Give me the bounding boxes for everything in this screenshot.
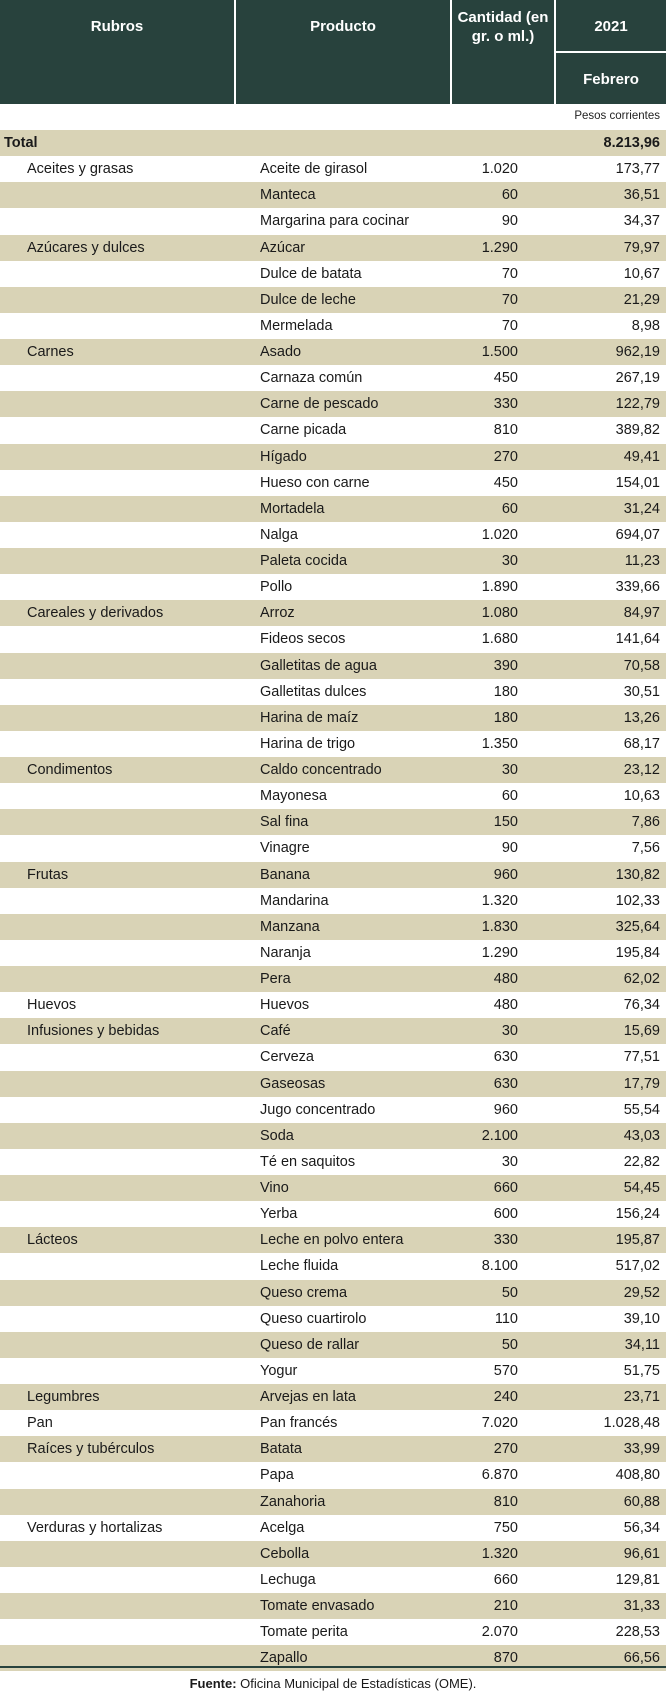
valor-cell: 49,41: [623, 448, 660, 465]
producto-cell: Gaseosas: [260, 1075, 326, 1092]
cantidad-cell: 6.870: [481, 1467, 518, 1484]
cantidad-cell: 1.290: [481, 239, 518, 256]
cantidad-cell: 480: [493, 997, 518, 1014]
valor-cell: 389,82: [615, 422, 660, 439]
table-row: [0, 339, 666, 365]
table-row: [0, 1201, 666, 1227]
valor-cell: 23,71: [623, 1389, 660, 1405]
cantidad-cell: 630: [493, 1075, 518, 1092]
cantidad-cell: 330: [493, 1232, 518, 1249]
table-row: [0, 626, 666, 652]
table-row: [0, 731, 666, 757]
valor-cell: 31,33: [623, 1598, 660, 1614]
producto-cell: Hígado: [260, 448, 307, 465]
cantidad-cell: 1.080: [481, 605, 518, 622]
producto-cell: Galletitas de agua: [260, 657, 377, 674]
table-row: [0, 235, 666, 261]
table-row: [0, 888, 666, 914]
producto-cell: Arvejas en lata: [260, 1389, 356, 1405]
cantidad-cell: 1.680: [481, 631, 518, 648]
table-row: [0, 1489, 666, 1515]
valor-cell: 31,24: [623, 500, 660, 517]
producto-cell: Cebolla: [260, 1545, 310, 1562]
producto-cell: Cerveza: [260, 1049, 314, 1066]
producto-cell: Pera: [260, 971, 291, 987]
valor-cell: 195,84: [615, 944, 660, 961]
valor-cell: 23,12: [623, 762, 660, 778]
cantidad-cell: 450: [493, 474, 518, 491]
table-row: [0, 914, 666, 940]
cantidad-cell: 2.070: [481, 1624, 518, 1641]
cantidad-cell: 1.320: [481, 1545, 518, 1562]
cantidad-cell: 90: [501, 840, 518, 857]
cantidad-cell: 600: [493, 1206, 518, 1223]
cantidad-cell: 330: [493, 396, 518, 413]
rubro-cell: Condimentos: [27, 762, 113, 778]
valor-cell: 325,64: [615, 918, 660, 935]
valor-cell: 154,01: [615, 474, 660, 491]
valor-cell: 156,24: [615, 1206, 660, 1223]
producto-cell: Arroz: [260, 605, 295, 622]
table-row: [0, 1280, 666, 1306]
valor-cell: 51,75: [623, 1362, 660, 1379]
table-body: [0, 130, 666, 1671]
producto-cell: Galletitas dulces: [260, 683, 367, 700]
cantidad-cell: 30: [501, 1153, 518, 1170]
header-year: 2021: [556, 0, 666, 51]
valor-cell: 60,88: [623, 1493, 660, 1510]
valor-cell: 1.028,48: [603, 1415, 660, 1432]
valor-cell: 55,54: [623, 1101, 660, 1118]
rubro-cell: Carnes: [27, 344, 74, 360]
table-row: [0, 992, 666, 1018]
table-row: [0, 1306, 666, 1332]
valor-cell: 22,82: [623, 1153, 660, 1170]
rubro-cell: Legumbres: [27, 1389, 100, 1405]
table-row: [0, 548, 666, 574]
cantidad-cell: 50: [501, 1284, 518, 1301]
rubro-cell: Infusiones y bebidas: [27, 1023, 160, 1040]
valor-cell: 79,97: [623, 239, 660, 256]
valor-cell: 694,07: [615, 526, 660, 543]
producto-cell: Dulce de batata: [260, 265, 362, 282]
valor-cell: 29,52: [623, 1284, 660, 1301]
producto-cell: Café: [260, 1023, 291, 1040]
producto-cell: Yerba: [260, 1206, 298, 1223]
table-row: [0, 391, 666, 417]
cantidad-cell: 30: [501, 553, 518, 569]
table-row: [0, 1515, 666, 1541]
cantidad-cell: 1.890: [481, 579, 518, 596]
valor-cell: 43,03: [623, 1127, 660, 1144]
producto-cell: Tomate perita: [260, 1624, 348, 1641]
cantidad-cell: 60: [501, 187, 518, 204]
producto-cell: Huevos: [260, 997, 310, 1014]
producto-cell: Queso crema: [260, 1284, 348, 1301]
producto-cell: Azúcar: [260, 239, 306, 256]
cantidad-cell: 30: [501, 762, 518, 778]
total-value: 8.213,96: [603, 135, 660, 151]
cantidad-cell: 7.020: [481, 1415, 518, 1432]
cantidad-cell: 390: [493, 657, 518, 674]
table-row: [0, 1384, 666, 1410]
valor-cell: 267,19: [615, 370, 660, 387]
cantidad-cell: 110: [494, 1310, 518, 1327]
cantidad-cell: 810: [493, 1493, 518, 1510]
cantidad-cell: 1.320: [481, 892, 518, 909]
producto-cell: Papa: [260, 1467, 294, 1484]
rubro-cell: Verduras y hortalizas: [27, 1519, 163, 1536]
table-row: [0, 1593, 666, 1619]
cantidad-cell: 870: [493, 1650, 518, 1667]
valor-cell: 130,82: [615, 866, 660, 883]
table-row: [0, 862, 666, 888]
cantidad-cell: 810: [493, 422, 518, 439]
valor-cell: 21,29: [623, 291, 660, 308]
producto-cell: Pollo: [260, 579, 293, 596]
cantidad-cell: 1.020: [481, 161, 518, 178]
table-row: [0, 1436, 666, 1462]
cantidad-cell: 2.100: [481, 1127, 518, 1144]
valor-cell: 7,56: [631, 840, 660, 857]
header-cantidad: Cantidad (en gr. o ml.): [452, 0, 554, 104]
rubro-cell: Pan: [27, 1415, 53, 1432]
total-row: [0, 130, 666, 156]
producto-cell: Hueso con carne: [260, 474, 370, 491]
producto-cell: Harina de trigo: [260, 735, 356, 752]
valor-cell: 39,10: [623, 1310, 660, 1327]
rubro-cell: Careales y derivados: [27, 605, 164, 622]
table-row: [0, 1332, 666, 1358]
valor-cell: 13,26: [623, 709, 660, 726]
bottom-rule: [0, 1666, 666, 1668]
valor-cell: 8,98: [631, 317, 660, 334]
table-row: [0, 1071, 666, 1097]
table-row: [0, 705, 666, 731]
table-row: [0, 940, 666, 966]
table-row: [0, 1227, 666, 1253]
table-row: [0, 966, 666, 992]
producto-cell: Banana: [260, 866, 310, 883]
cantidad-cell: 1.350: [481, 735, 518, 752]
producto-cell: Manteca: [260, 187, 316, 204]
producto-cell: Asado: [260, 344, 302, 360]
cantidad-cell: 960: [493, 866, 518, 883]
valor-cell: 339,66: [615, 579, 660, 596]
table-row: [0, 1253, 666, 1279]
valor-cell: 76,34: [623, 997, 660, 1014]
table-row: [0, 835, 666, 861]
table-row: [0, 1175, 666, 1201]
valor-cell: 34,37: [623, 213, 660, 230]
producto-cell: Mermelada: [260, 317, 333, 334]
producto-cell: Carne de pescado: [260, 396, 379, 413]
table-row: [0, 444, 666, 470]
producto-cell: Leche en polvo entera: [260, 1232, 404, 1249]
valor-cell: 15,69: [623, 1023, 660, 1040]
cantidad-cell: 60: [501, 788, 518, 805]
valor-cell: 33,99: [623, 1441, 660, 1458]
cantidad-cell: 660: [493, 1180, 518, 1196]
table-row: [0, 574, 666, 600]
table-row: [0, 1044, 666, 1070]
valor-cell: 517,02: [615, 1258, 660, 1275]
source-text: Oficina Municipal de Estadísticas (OME).: [240, 1676, 477, 1691]
cantidad-cell: 660: [493, 1571, 518, 1588]
cantidad-cell: 150: [493, 814, 518, 831]
header-producto: Producto: [236, 0, 450, 104]
table-row: [0, 496, 666, 522]
table-row: [0, 261, 666, 287]
table-row: [0, 757, 666, 783]
producto-cell: Pan francés: [260, 1415, 338, 1432]
valor-cell: 7,86: [631, 814, 660, 831]
rubro-cell: Lácteos: [27, 1232, 78, 1249]
producto-cell: Zapallo: [260, 1650, 308, 1667]
producto-cell: Jugo concentrado: [260, 1101, 376, 1118]
source-note: [0, 1676, 666, 1691]
rubro-cell: Huevos: [27, 997, 77, 1014]
table-row: [0, 208, 666, 234]
valor-cell: 68,17: [623, 735, 660, 752]
cantidad-cell: 50: [501, 1336, 518, 1353]
table-row: [0, 156, 666, 182]
cantidad-cell: 1.500: [481, 344, 518, 360]
cantidad-cell: 180: [493, 709, 518, 726]
rubro-cell: Azúcares y dulces: [27, 239, 145, 256]
table-row: [0, 1123, 666, 1149]
producto-cell: Paleta cocida: [260, 553, 348, 569]
producto-cell: Batata: [260, 1441, 302, 1458]
valor-cell: 102,33: [615, 892, 660, 909]
valor-cell: 10,63: [623, 788, 660, 805]
producto-cell: Mayonesa: [260, 788, 327, 805]
table-row: [0, 809, 666, 835]
valor-cell: 96,61: [623, 1545, 660, 1562]
valor-cell: 173,77: [615, 161, 660, 178]
rubro-cell: Frutas: [27, 866, 69, 883]
source-label: Fuente:: [189, 1676, 237, 1691]
cantidad-cell: 270: [493, 1441, 518, 1458]
cantidad-cell: 630: [493, 1049, 518, 1066]
producto-cell: Carnaza común: [260, 370, 363, 387]
table-row: [0, 1567, 666, 1593]
producto-cell: Soda: [260, 1127, 294, 1144]
producto-cell: Aceite de girasol: [260, 161, 368, 178]
table-row: [0, 653, 666, 679]
valor-cell: 56,34: [623, 1519, 660, 1536]
valor-cell: 141,64: [615, 631, 660, 648]
table-row: [0, 417, 666, 443]
producto-cell: Naranja: [260, 944, 311, 961]
cantidad-cell: 70: [501, 291, 518, 308]
cantidad-cell: 210: [493, 1598, 518, 1614]
producto-cell: Manzana: [260, 918, 320, 935]
table-row: [0, 1619, 666, 1645]
valor-cell: 122,79: [615, 396, 660, 413]
rubro-cell: Raíces y tubérculos: [27, 1441, 155, 1458]
cantidad-cell: 70: [501, 265, 518, 282]
valor-cell: 962,19: [615, 344, 660, 360]
cantidad-cell: 750: [493, 1519, 518, 1536]
table-row: [0, 1358, 666, 1384]
producto-cell: Zanahoria: [260, 1493, 326, 1510]
table-row: [0, 365, 666, 391]
cantidad-cell: 70: [501, 317, 518, 334]
valor-cell: 17,79: [623, 1075, 660, 1092]
valor-cell: 195,87: [615, 1232, 660, 1249]
valor-cell: 62,02: [623, 971, 660, 987]
cantidad-cell: 480: [493, 971, 518, 987]
valor-cell: 84,97: [623, 605, 660, 622]
producto-cell: Sal fina: [260, 814, 309, 831]
producto-cell: Tomate envasado: [260, 1598, 375, 1614]
valor-cell: 129,81: [615, 1571, 660, 1588]
table-row: [0, 679, 666, 705]
producto-cell: Mandarina: [260, 892, 329, 909]
table-row: [0, 1018, 666, 1044]
cantidad-cell: 1.290: [481, 944, 518, 961]
producto-cell: Vino: [260, 1180, 289, 1196]
rubro-cell: Aceites y grasas: [27, 161, 134, 178]
table-row: [0, 600, 666, 626]
table-row: [0, 1462, 666, 1488]
valor-cell: 66,56: [623, 1650, 660, 1667]
producto-cell: Fideos secos: [260, 631, 346, 648]
cantidad-cell: 270: [493, 448, 518, 465]
units-note: Pesos corrientes: [574, 110, 660, 122]
table-row: [0, 313, 666, 339]
cantidad-cell: 1.020: [481, 526, 518, 543]
valor-cell: 36,51: [623, 187, 660, 204]
producto-cell: Queso cuartirolo: [260, 1310, 367, 1327]
producto-cell: Vinagre: [260, 840, 310, 857]
producto-cell: Caldo concentrado: [260, 762, 382, 778]
cantidad-cell: 180: [493, 683, 518, 700]
table-row: [0, 522, 666, 548]
valor-cell: 54,45: [623, 1180, 660, 1196]
table-row: [0, 1541, 666, 1567]
cantidad-cell: 450: [493, 370, 518, 387]
valor-cell: 228,53: [615, 1624, 660, 1641]
cantidad-cell: 240: [493, 1389, 518, 1405]
cantidad-cell: 30: [501, 1023, 518, 1040]
valor-cell: 70,58: [623, 657, 660, 674]
table-row: [0, 1097, 666, 1123]
cantidad-cell: 570: [493, 1362, 518, 1379]
valor-cell: 408,80: [615, 1467, 660, 1484]
producto-cell: Leche fluida: [260, 1258, 339, 1275]
producto-cell: Margarina para cocinar: [260, 213, 410, 230]
table-row: [0, 470, 666, 496]
table-row: [0, 1149, 666, 1175]
producto-cell: Carne picada: [260, 422, 347, 439]
producto-cell: Té en saquitos: [260, 1153, 356, 1170]
producto-cell: Nalga: [260, 526, 298, 543]
cantidad-cell: 1.830: [481, 918, 518, 935]
producto-cell: Dulce de leche: [260, 291, 356, 308]
producto-cell: Queso de rallar: [260, 1336, 360, 1353]
producto-cell: Yogur: [260, 1362, 298, 1379]
valor-cell: 11,23: [624, 553, 660, 569]
cantidad-cell: 90: [501, 213, 518, 230]
header-month: Febrero: [556, 53, 666, 104]
producto-cell: Mortadela: [260, 500, 325, 517]
cantidad-cell: 8.100: [481, 1258, 518, 1275]
table-row: [0, 783, 666, 809]
producto-cell: Acelga: [260, 1519, 305, 1536]
total-label: Total: [4, 135, 38, 151]
table-row: [0, 182, 666, 208]
producto-cell: Harina de maíz: [260, 709, 359, 726]
cantidad-cell: 60: [501, 500, 518, 517]
valor-cell: 34,11: [624, 1336, 660, 1353]
cantidad-cell: 960: [493, 1101, 518, 1118]
table-row: [0, 1410, 666, 1436]
valor-cell: 30,51: [623, 683, 660, 700]
table-row: [0, 287, 666, 313]
header-rubros: Rubros: [0, 0, 234, 104]
valor-cell: 77,51: [623, 1049, 660, 1066]
valor-cell: 10,67: [623, 265, 660, 282]
producto-cell: Lechuga: [260, 1571, 316, 1588]
